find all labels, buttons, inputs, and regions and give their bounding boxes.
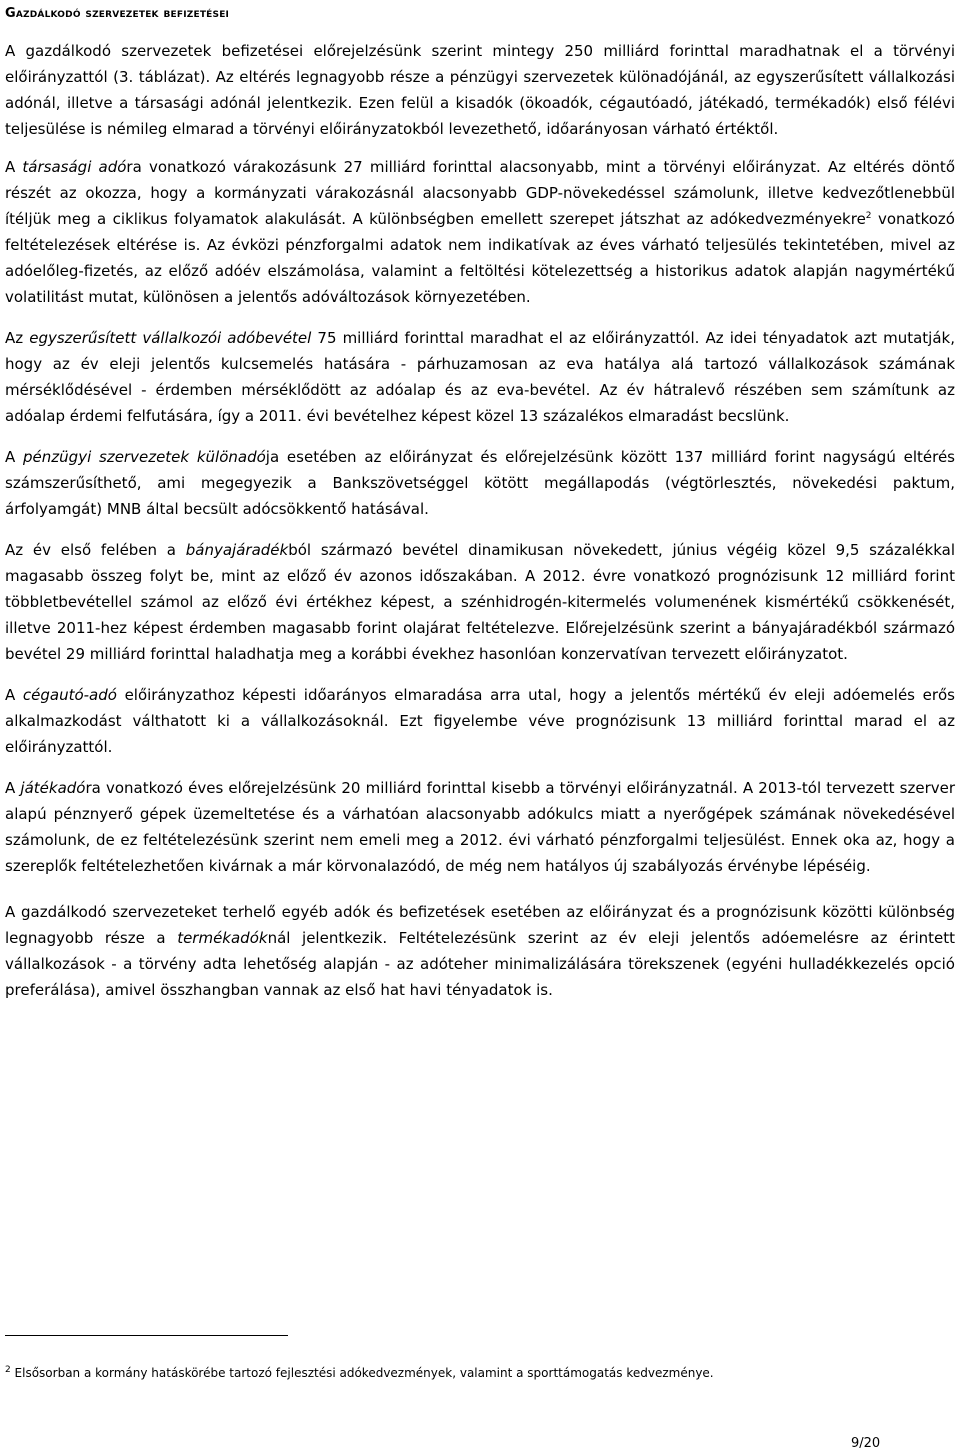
footnote: [5, 1364, 945, 1382]
paragraph-mining-royalty: [5, 537, 955, 667]
emphasized-term: cégautó-adó: [22, 686, 117, 704]
text-run: 75 milliárd forinttal maradhat el az előirányzattól. Az idei tényadatok azt mutatják, hogy az év eleji jelentős kulcsemelés hatására - párhuzamosan az eva hatálya alá tartozó vállalkozások számának mérséklődésével - érdemben mérséklődött az adóalap és az eva-bevétel. Az év hátralevő részében sem számítunk az adóalap érdemi felfutására, így a 2011. évi bevételhez képest közel 13 százalékos elmaradást becslünk.: [5, 329, 955, 425]
text-run: A: [5, 779, 21, 797]
footnote-marker: 2: [5, 1365, 11, 1375]
text-run: A: [5, 158, 23, 176]
paragraph-overview: A gazdálkodó szervezetek befizetései előrejelzésünk szerint mintegy 250 milliárd forinttal maradhatnak el a törvényi előirányzattól (3. táblázat). Az eltérés legnagyobb része a pénzügyi szervezetek különadójánál, az egyszerűsített vállalkozási adónál, illetve a társasági adónál jelentkezik. Ezen felül a kisadók (ökoadók, cégautóadó, játékadó, termékadók) első félévi teljesülése is némileg elmarad a törvényi előirányzatokból levezethető, időarányosan várható értéktől.: [5, 42, 955, 138]
paragraph-corporate-tax: [5, 154, 955, 310]
footnote-reference[interactable]: 2: [865, 211, 872, 221]
text-run: A: [5, 686, 23, 704]
emphasized-term: egyszerűsített vállalkozói adó: [29, 329, 256, 347]
emphasized-term: bányajáradék: [185, 541, 289, 559]
emphasized-term: bevétel: [255, 329, 312, 347]
emphasized-term: játékadó: [20, 779, 86, 797]
document-body: [5, 38, 955, 1018]
footnote-divider: [5, 1335, 288, 1336]
paragraph-gaming-tax: [5, 775, 955, 879]
emphasized-term: termékadók: [177, 929, 268, 947]
section-heading: Gazdálkodó szervezetek befizetései: [5, 6, 230, 21]
page-number: 9/20: [851, 1436, 881, 1451]
paragraph-financial-special-tax: [5, 444, 955, 522]
text-run: Az: [5, 329, 30, 347]
text-run: A gazdálkodó szervezeteket terhelő egyéb adók és befizetések esetében az előirányzat és a prognózisunk közötti különbség legnagyobb része a: [5, 903, 955, 947]
emphasized-term: pénzügyi szervezetek különadó: [23, 448, 266, 466]
paragraph-company-car-tax: [5, 682, 955, 760]
text-run: ra vonatkozó várakozásunk 27 milliárd forinttal alacsonyabb, mint a törvényi előirányzat. Az eltérés döntő részét az okozza, hogy a kormányzati várakozásnál alacsonyabb GDP-növekedéssel számolunk, illetve kedvezőtlenebbül ítéljük meg a ciklikus folyamatok alakulását. A különbségben emellett szerepet játszhat az adókedvezményekre: [5, 158, 955, 228]
text-run: ból származó bevétel dinamikusan növekedett, június végéig közel 9,5 százalékkal magasabb összeg folyt be, mint az előző év azonos időszakában. A 2012. évre vonatkozó prognózisunk 12 milliárd forint többletbevétellel számol az előző évi értékhez képest, a szénhidrogén-kitermelés volumenének kismértékű csökkenését, illetve 2011-hez képest érdemben magasabb forint olajárat feltételezve. Előrejelzésünk szerint a bányajáradékból származó bevétel 29 milliárd forinttal haladhatja meg a korábbi évekhez hasonlóan konzervatívan tervezett előirányzatot.: [5, 541, 955, 663]
text-run: Az év első felében a: [5, 541, 186, 559]
text-run: ja esetében az előirányzat és előrejelzésünk között 137 milliárd forint nagyságú eltérés számszerűsíthető, ami megegyezik a Bankszövetséggel kötött megállapodás (végtörlesztés, növekedési paktum, árfolyamgát) MNB által becsült adócsökkentő hatásával.: [5, 448, 955, 518]
footnote-text: Elsősorban a kormány hatáskörébe tartozó fejlesztési adókedvezmények, valamint a sporttámogatás kedvezménye.: [10, 1366, 714, 1380]
emphasized-term: társasági adó: [22, 158, 127, 176]
paragraph-product-taxes: [5, 899, 955, 1003]
text-run: A: [5, 448, 24, 466]
text-run: vonatkozó feltételezések eltérése is. Az évközi pénzforgalmi adatok nem indikatívak az éves várható teljesülés tekintetében, mivel az adóelőleg-fizetés, az előző adóév elszámolása, valamint a feltöltési kötelezettség a historikus adatok alapján nagymértékű volatilitást mutat, különösen a jelentős adóváltozások környezetében.: [5, 210, 955, 306]
text-run: ra vonatkozó éves előrejelzésünk 20 milliárd forinttal kisebb a törvényi előirányzatnál. A 2013-tól tervezett szerver alapú pénznyerő gépek üzemeltetése és a várhatóan alacsonyabb adókulcs miatt a nyerőgépek számának növekedésével számolunk, de ez feltételezésünk szerint nem emeli meg a 2012. évi várható pénzforgalmi teljesülést. Ennek oka az, hogy a szereplők feltételezhetően kivárnak a már körvonalazódó, de még nem hatályos új szabályozás érvénybe lépéséig.: [5, 779, 956, 875]
paragraph-simplified-business-tax: [5, 325, 955, 429]
text-run: nál jelentkezik. Feltételezésünk szerint az év eleji jelentős adóemelésre az érintett vállalkozások - a törvény adta lehetőség alapján - az adóteher minimalizálására törekszenek (egyéni hulladékkezelés opció preferálása), amivel összhangban vannak az első hat havi tényadatok is.: [5, 929, 956, 999]
text-run: előirányzathoz képesti időarányos elmaradása arra utal, hogy a jelentős mértékű év eleji adóemelés erős alkalmazkodást válthatott ki a vállalkozásoknál. Ezt figyelembe véve prognózisunk 13 milliárd forinttal marad el az előirányzattól.: [5, 686, 955, 756]
